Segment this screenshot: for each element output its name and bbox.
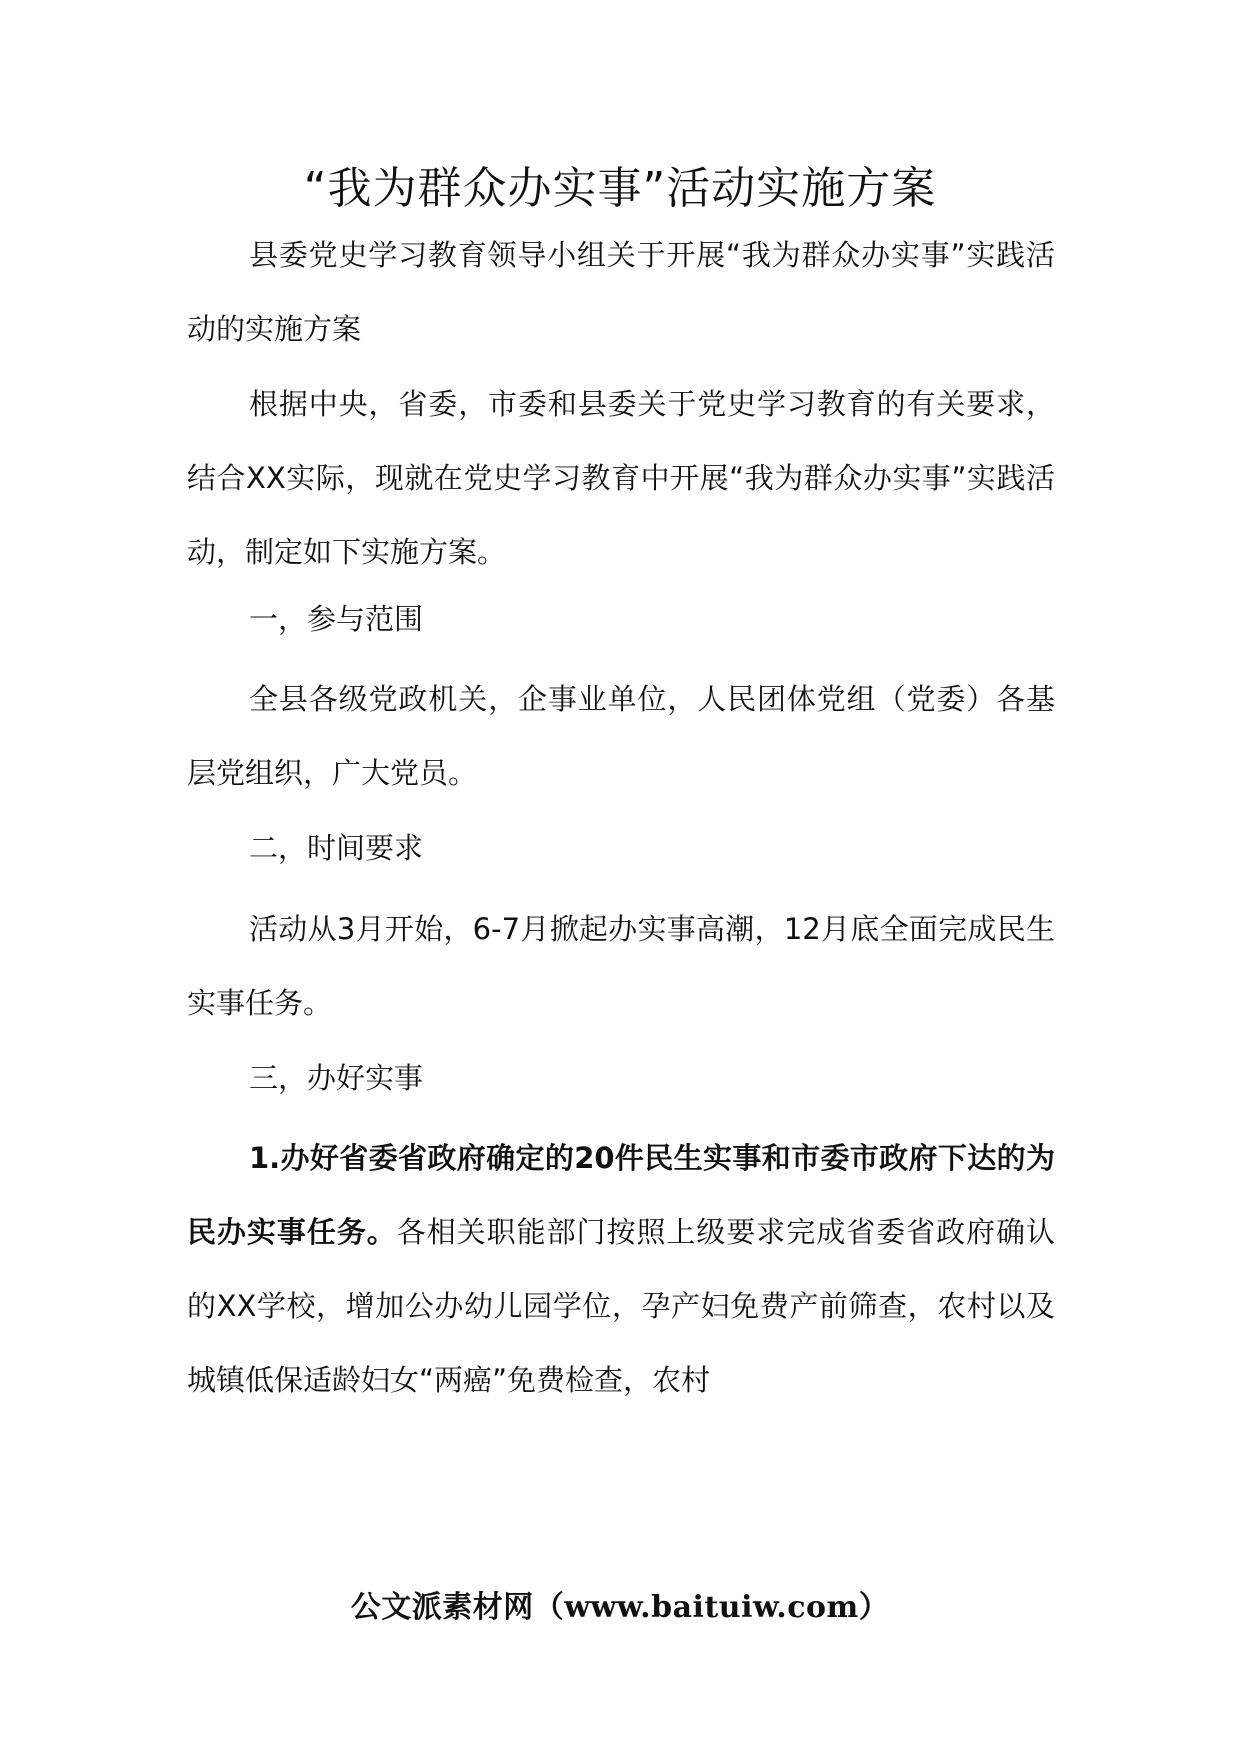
- section-heading-tasks: 三，办好实事: [249, 1061, 424, 1095]
- item-1-body: 各相关职能部门按照上级要求完成省委省政府确认的XX学校，增加公办幼儿园学位，孕产妇免费产前筛查，农村以及城镇低保适龄妇女“两癌”免费检查，农村: [187, 1215, 1055, 1397]
- section-heading-scope: 一，参与范围: [249, 602, 424, 636]
- section-body-time: 活动从3月开始，6-7月掀起办实事高潮，12月底全面完成民生实事任务。: [187, 912, 1055, 1020]
- item-1-lead: 1.办好省委省政府确定的20件民生实事和市委市政府下达的为民办实事任务。: [187, 1141, 1055, 1249]
- footer-source: 公文派素材网（www.baituiw.com）: [350, 1590, 890, 1625]
- section-heading-time: 二，时间要求: [249, 831, 424, 865]
- intro-paragraph: 县委党史学习教育领导小组关于开展“我为群众办实事”实践活动的实施方案: [187, 238, 1055, 346]
- basis-paragraph: 根据中央，省委，市委和县委关于党史学习教育的有关要求，结合XX实际，现就在党史学习教育中开展“我为群众办实事”实践活动，制定如下实施方案。: [187, 387, 1055, 569]
- section-body-scope: 全县各级党政机关，企事业单位，人民团体党组（党委）各基层党组织，广大党员。: [187, 682, 1055, 790]
- document-title: “我为群众办实事”活动实施方案: [303, 163, 937, 214]
- section-item-1: [187, 1121, 1055, 1417]
